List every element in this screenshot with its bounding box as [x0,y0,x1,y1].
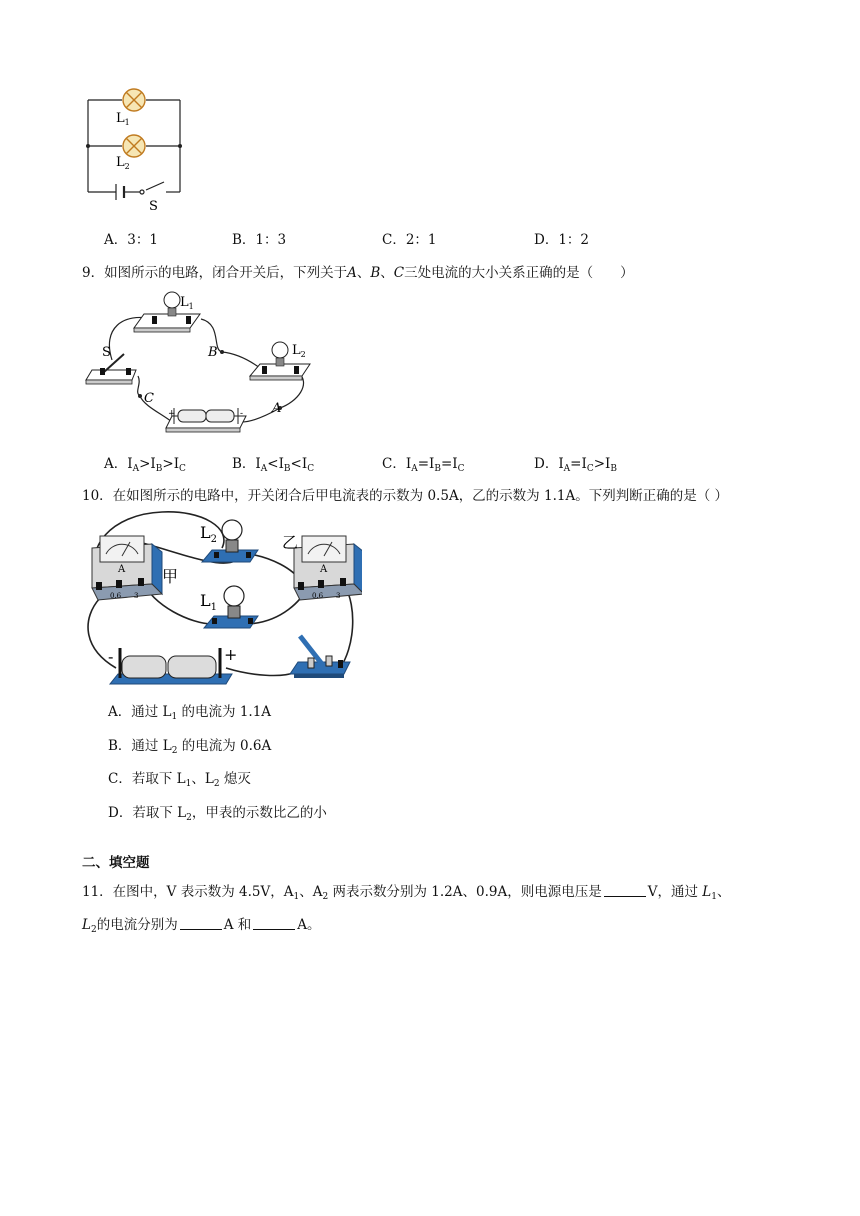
q10-label-yi: 乙 [282,533,299,552]
q9-label-s: S [102,345,111,360]
q9-label-l1: $L_1$ [180,295,194,311]
lamp-l2-board-icon [250,342,310,380]
q9-label-c: C [144,391,154,406]
svg-text:A: A [320,564,328,575]
q8-circuit-figure [80,86,190,216]
q8-option-c[interactable]: C．2：1 [382,232,437,248]
q11-blank-current-l2[interactable] [253,917,295,930]
q11-blank-voltage[interactable] [604,884,646,897]
svg-text:0.6: 0.6 [110,592,122,600]
svg-text:+: + [224,645,238,664]
svg-text:A: A [118,564,126,575]
svg-text:-: - [108,647,114,666]
q10-option-a[interactable]: A．通过 $L_1$ 的电流为 1.1A [108,704,272,722]
ammeter-jia-icon [92,536,162,600]
q9-option-b[interactable]: B．$I_A<I_B<I_C$ [232,456,315,474]
battery-icon [108,645,237,684]
q8-label-s: S [149,199,158,214]
svg-text:0.6: 0.6 [312,592,324,600]
q9-stem: 9．如图所示的电路，闭合开关后，下列关于A、B、C三处电流的大小关系正确的是（ ） [82,265,634,281]
q9-option-d[interactable]: D．$I_A=I_C>I_B$ [534,456,617,474]
q10-circuit-figure [82,508,362,690]
q9-label-b: B [208,345,218,360]
q9-option-a[interactable]: A．$I_A>I_B>I_C$ [104,456,186,474]
battery-icon [166,408,246,432]
q10-label-jia: 甲 [162,567,179,586]
svg-text:-: - [240,409,244,419]
svg-text:3: 3 [134,592,139,600]
q8-label-l1: $L_1$ [116,111,130,127]
svg-text:+: + [168,409,176,419]
lamp-l1-board-icon [134,292,200,332]
q10-label-l2: $L_2$ [200,523,217,545]
q8-label-l2: $L_2$ [116,155,130,171]
q8-option-b[interactable]: B．1：3 [232,232,287,248]
q10-label-l1: $L_1$ [200,591,217,613]
q11-line-1: 11．在图中，V 表示数为 4.5V，$A_1$、$A_2$ 两表示数分别为 1.2A、0.9A，则电源电压是 V，通过 $L_1$、 [82,884,731,902]
section-title: 二、填空题 [82,855,150,871]
lamp-l1-icon [123,89,145,111]
svg-text:3: 3 [336,592,341,600]
q11-blank-current-l1[interactable] [180,917,222,930]
lamp-l2-icon [123,135,145,157]
q10-option-b[interactable]: B．通过 $L_2$ 的电流为 0.6A [108,738,272,756]
q10-option-d[interactable]: D．若取下 $L_2$，甲表的示数比乙的小 [108,805,327,823]
q10-stem: 10．在如图所示的电路中，开关闭合后甲电流表的示数为 0.5A，乙的示数为 1.1A。下列判断正确的是（ ） [82,488,728,504]
q8-option-a[interactable]: A．3：1 [104,232,158,248]
q8-option-d[interactable]: D．1：2 [534,232,590,248]
switch-icon [290,636,350,678]
q10-option-c[interactable]: C．若取下 $L_1$、$L_2$ 熄灭 [108,771,251,789]
q9-option-c[interactable]: C．$I_A=I_B=I_C$ [382,456,465,474]
ammeter-yi-icon [294,536,362,600]
q11-line-2: $L_2$的电流分别为 A 和 A。 [82,917,321,935]
q9-circuit-figure [82,284,372,440]
q9-label-a: A [272,401,282,416]
q9-label-l2: $L_2$ [292,343,306,359]
